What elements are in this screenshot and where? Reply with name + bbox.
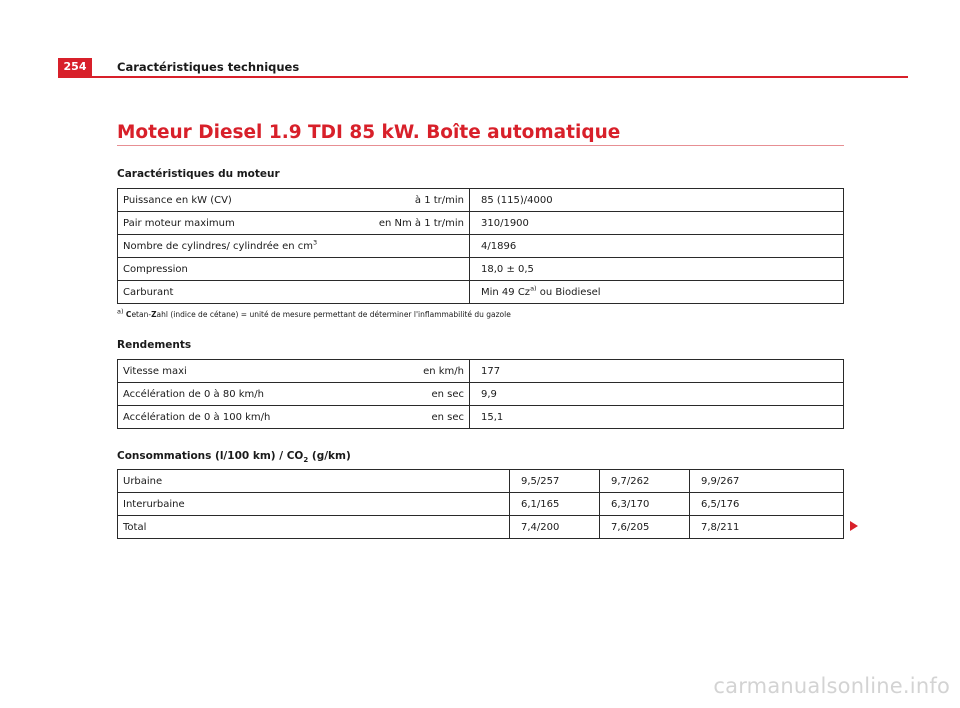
label-text: Carburant xyxy=(123,286,174,298)
row-label: Total xyxy=(118,516,510,539)
row-value: 18,0 ± 0,5 xyxy=(470,258,844,281)
unit-text: en sec xyxy=(431,388,464,400)
row-label xyxy=(118,406,470,429)
label-text: Nombre de cylindres/ cylindrée en cm xyxy=(123,240,313,252)
value-text: Min 49 Cz xyxy=(481,286,531,298)
label-text: Pair moteur maximum xyxy=(123,217,235,229)
performance-table xyxy=(117,359,844,429)
row-value: 9,9 xyxy=(470,383,844,406)
table-row xyxy=(118,383,844,406)
unit-text: en sec xyxy=(431,411,464,423)
page-number: 254 xyxy=(58,58,92,76)
label-text: Vitesse maxi xyxy=(123,365,187,377)
row-label xyxy=(118,258,470,281)
consumption-heading xyxy=(117,449,351,463)
row-value: 4/1896 xyxy=(470,235,844,258)
label-text: Compression xyxy=(123,263,188,275)
value-col-2: 7,6/205 xyxy=(600,516,690,539)
row-label xyxy=(118,235,470,258)
consumption-heading-main: Consommations (l/100 km) / CO xyxy=(117,450,304,462)
value-col-3: 7,8/211 xyxy=(690,516,844,539)
row-label: Interurbaine xyxy=(118,493,510,516)
table-row xyxy=(118,212,844,235)
table-row xyxy=(118,258,844,281)
table-row xyxy=(118,406,844,429)
value-col-3: 6,5/176 xyxy=(690,493,844,516)
engine-table xyxy=(117,188,844,304)
table-row xyxy=(118,516,844,539)
row-value: 85 (115)/4000 xyxy=(470,189,844,212)
unit-text: à 1 tr/min xyxy=(414,194,464,206)
row-label xyxy=(118,212,470,235)
table-row xyxy=(118,235,844,258)
next-page-arrow-icon[interactable] xyxy=(850,521,858,531)
value-col-1: 9,5/257 xyxy=(510,470,600,493)
value-col-3: 9,9/267 xyxy=(690,470,844,493)
consumption-heading-sub: 2 xyxy=(303,456,309,465)
unit-text: en km/h xyxy=(423,365,464,377)
row-label xyxy=(118,281,470,304)
table-row xyxy=(118,360,844,383)
row-label xyxy=(118,383,470,406)
chapter-title: Caractéristiques techniques xyxy=(117,60,300,74)
table-row xyxy=(118,189,844,212)
value-suffix: ou Biodiesel xyxy=(536,286,601,298)
row-value xyxy=(470,281,844,304)
engine-heading: Caractéristiques du moteur xyxy=(117,168,280,180)
section-title: Moteur Diesel 1.9 TDI 85 kW. Boîte automatique xyxy=(117,122,621,143)
value-col-2: 9,7/262 xyxy=(600,470,690,493)
row-value: 15,1 xyxy=(470,406,844,429)
table-row xyxy=(118,281,844,304)
footnote-ref: a) xyxy=(530,284,537,293)
header-rule xyxy=(58,76,908,78)
row-label xyxy=(118,189,470,212)
footnote-marker: a) xyxy=(117,307,124,316)
consumption-table xyxy=(117,469,844,539)
footnote-mid: etan- xyxy=(131,310,152,319)
unit-text: en Nm à 1 tr/min xyxy=(378,217,464,229)
row-label: Urbaine xyxy=(118,470,510,493)
title-rule xyxy=(117,145,844,146)
value-col-2: 6,3/170 xyxy=(600,493,690,516)
row-label xyxy=(118,360,470,383)
table-row xyxy=(118,493,844,516)
label-text: Puissance en kW (CV) xyxy=(123,194,232,206)
label-text: Accélération de 0 à 100 km/h xyxy=(123,411,271,423)
table-row xyxy=(118,470,844,493)
consumption-heading-end: (g/km) xyxy=(308,450,351,462)
performance-heading: Rendements xyxy=(117,339,192,351)
watermark: carmanualsonline.info xyxy=(713,674,950,698)
footnote-letter-c: C xyxy=(125,310,132,319)
label-superscript: 3 xyxy=(313,238,318,247)
footnote-text: ahl (indice de cétane) = unité de mesure permettant de déterminer l'inflammabilité du gazole xyxy=(156,310,511,319)
row-value: 310/1900 xyxy=(470,212,844,235)
footnote-letter-z: Z xyxy=(151,310,157,319)
row-value: 177 xyxy=(470,360,844,383)
value-col-1: 6,1/165 xyxy=(510,493,600,516)
footnote xyxy=(117,307,511,320)
label-text: Accélération de 0 à 80 km/h xyxy=(123,388,264,400)
value-col-1: 7,4/200 xyxy=(510,516,600,539)
